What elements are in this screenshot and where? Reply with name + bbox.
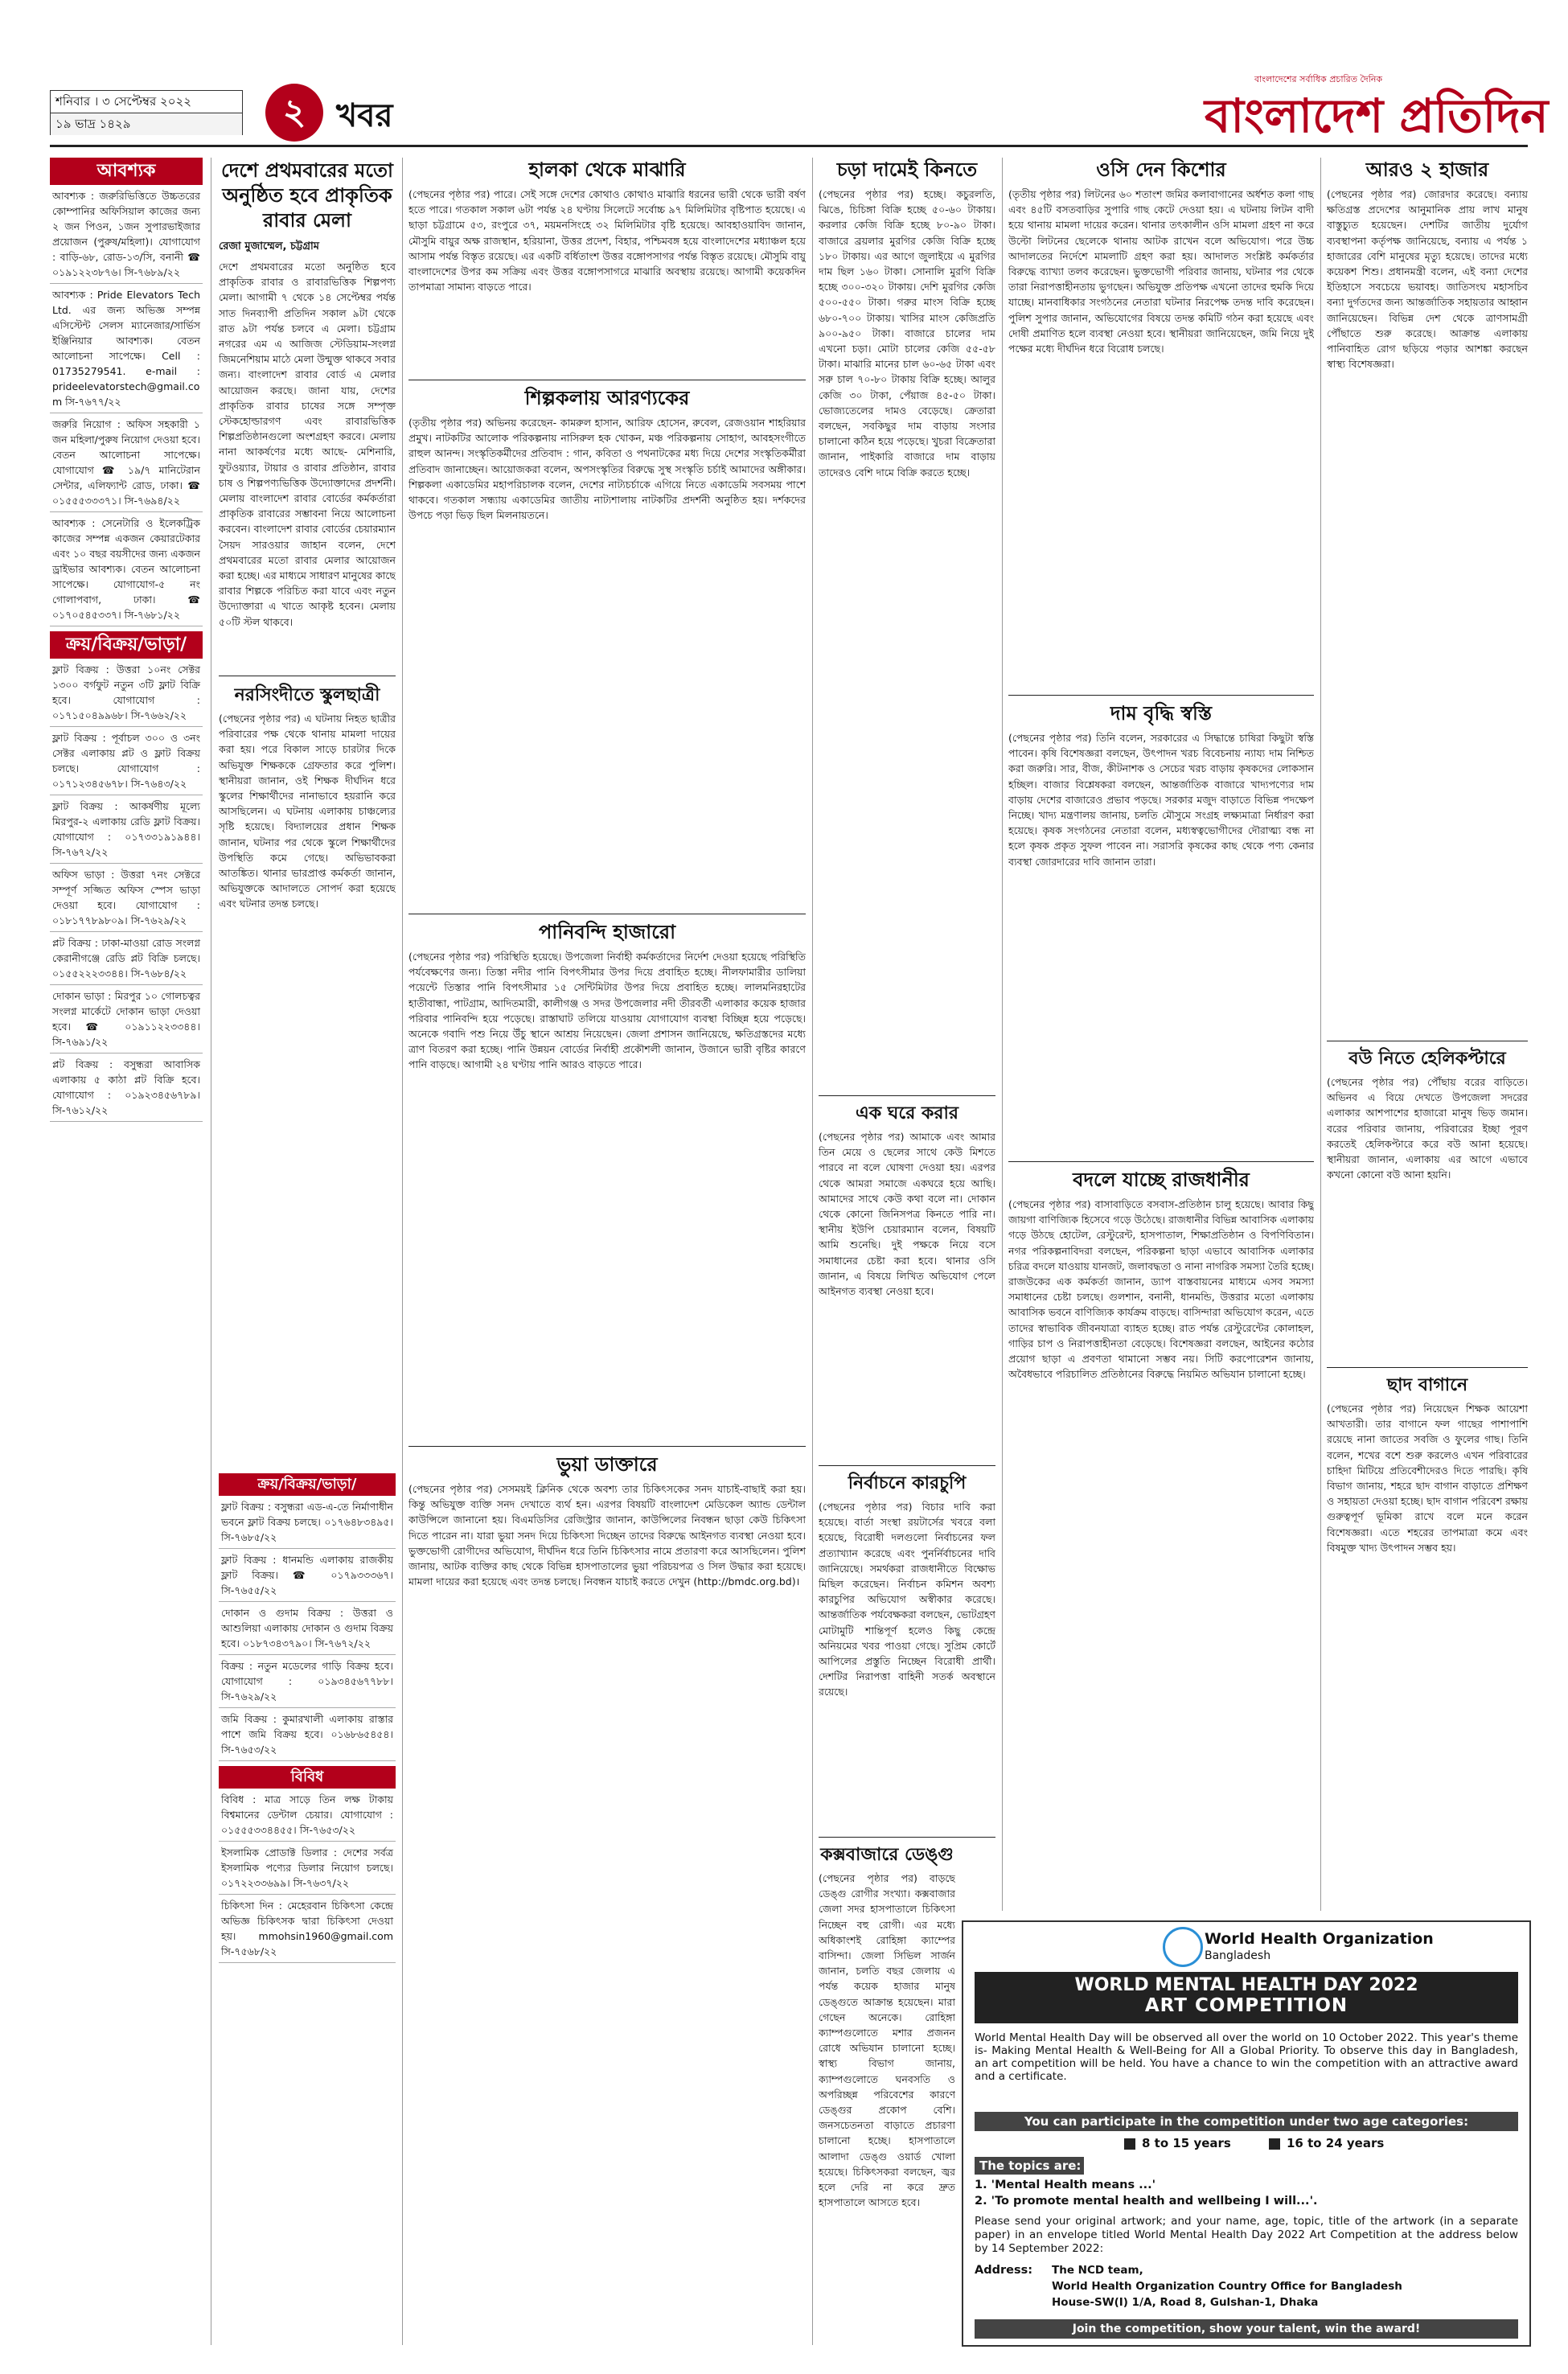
headline: শিল্পকলায় আরণ্যকের [524, 386, 690, 409]
ad-org-country: Bangladesh [1205, 1949, 1271, 1962]
classified-item: দোকান ভাড়া : মিরপুর ১০ গোলচত্বর সংলগ্ন মার্কেটে দোকান ভাড়া দেওয়া হবে। ☎ ০১৯১১২২৩৩৪৪। সি-৭৬৯১/২২ [50, 985, 203, 1054]
article-divider [819, 1465, 995, 1466]
article-oc-teen [1008, 158, 1314, 685]
article-market-price [819, 158, 995, 1039]
ad-address-label: Address: [975, 2264, 1033, 2277]
article-body: (পেছনের পৃষ্ঠার পর) নিয়েছেন শিক্ষক আয়েশা আখতারী। তার বাগানে ফল গাছের পাশাপাশি রয়েছে নানা জাতের সবজি ও ফুলের গাছ। তিনি বলেন, শখের বশে শুরু করলেও এখন পরিবারের চাহিদা মিটিয়ে প্রতিবেশীদেরও দিতে পারছি। কৃষি বিভাগ জানায়, শহরে ছাদ বাগান বাড়াতে প্রশিক্ষণ ও সহায়তা দেওয়া হচ্ছে। ছাদ বাগান পরিবেশ রক্ষায় গুরুত্বপূর্ণ ভূমিকা রাখে বলে মনে করেন বিশেষজ্ঞরা। এতে শহরের তাপমাত্রা কমে এবং বিষমুক্ত খাদ্য উৎপাদন সম্ভব হয়। [1327, 1403, 1528, 1554]
ad-footer: Join the competition, show your talent, win the award! [975, 2319, 1518, 2339]
classified-list [50, 659, 203, 1122]
date-box [50, 90, 243, 135]
article-divider [408, 1446, 806, 1447]
headline: চড়া দামেই কিনতে [836, 158, 978, 181]
classified-list [219, 1496, 396, 1761]
article-weather [408, 158, 806, 372]
headline: নরসিংদীতে স্কুলছাত্রী [234, 684, 380, 705]
article-narsingdi [219, 684, 396, 1483]
ad-instructions: Please send your original artwork; and your name, age, topic, title of the artwork (in a separate paper) in an envelope titled World Mental Health Day 2022 Art Competition at the address below by 14 September 2022: [975, 2215, 1518, 2255]
ad-org-name: World Health Organization [1205, 1930, 1434, 1948]
ad-topic-2: 2. 'To promote mental health and wellbeing I will...'. [975, 2195, 1318, 2208]
article-body: (তৃতীয় পৃষ্ঠার পর) লিটনের ৬০ শতাংশ জমির কলাবাগানের অর্ধশত কলা গাছ এবং ৪৫টি বসতবাড়ির সুপারি গাছ কেটে দেওয়া হয়। এ ঘটনায় লিটন বাদী হয়ে থানায় মামলা দায়ের করেন। থানার তৎকালীন ওসি মামলা গ্রহণ না করে উল্টো লিটনের ছেলেকে থানায় আটক রাখেন বলে অভিযোগ। পরে উচ্চ আদালতের নির্দেশে মামলাটি গ্রহণ করা হয়। আদালত সংশ্লিষ্ট কর্মকর্তার বিরুদ্ধে ব্যাখ্যা তলব করেছেন। ভুক্তভোগী পরিবার জানায়, ঘটনার পর থেকে তারা নিরাপত্তাহীনতায় ভুগছেন। অভিযুক্ত প্রতিপক্ষ এখনো তাদের হুমকি দিয়ে যাচ্ছে। মানবাধিকার সংগঠনের নেতারা ঘটনার নিরপেক্ষ তদন্ত দাবি করেছেন। পুলিশ সুপার জানান, অভিযোগের বিষয়ে তদন্ত কমিটি গঠন করা হয়েছে এবং দোষী প্রমাণিত হলে ব্যবস্থা নেওয়া হবে। স্থানীয়রা জানিয়েছেন, জমি নিয়ে দুই পক্ষের মধ্যে দীর্ঘদিন ধরে বিরোধ চলছে। [1008, 188, 1314, 355]
classified-item: বিবিধ : মাত্র সাড়ে তিন লক্ষ টাকায় বিশ্বমানের ডেন্টাল চেয়ার। যোগাযোগ : ০১৫৫৫৩৩৪৪৫৫। সি-৭৬৫৩/২২ [219, 1789, 396, 1842]
classified-item: প্লট বিক্রয় : ঢাকা-মাওয়া রোড সংলগ্ন কেরানীগঞ্জে রেডি প্লট বিক্রি চলছে। ০১৫৫২২২৩৩৪৪। সি-৭৬৮৪/২২ [50, 932, 203, 985]
headline: দেশে প্রথমবারের মতো অনুষ্ঠিত হবে প্রাকৃতিক রাবার মেলা [221, 158, 393, 232]
classified-column-2 [219, 1473, 396, 2345]
article-body: (পেছনের পৃষ্ঠার পর) এ ঘটনায় নিহত ছাত্রীর পরিবারের পক্ষ থেকে থানায় মামলা দায়ের করা হয়। পরে বিকাল সাড়ে চারটার দিকে অভিযুক্ত শিক্ষককে গ্রেফতার করে পুলিশ। স্থানীয়রা জানান, ওই শিক্ষক দীর্ঘদিন ধরে স্কুলের শিক্ষার্থীদের নানাভাবে হয়রানি করে আসছিলেন। এ ঘটনায় এলাকায় চাঞ্চল্যের সৃষ্টি হয়েছে। বিদ্যালয়ের প্রধান শিক্ষক জানান, ঘটনার পর থেকে স্কুলে শিক্ষার্থীদের উপস্থিতি কমে গেছে। অভিভাবকরা আতঙ্কিত। থানার ভারপ্রাপ্ত কর্মকর্তা জানান, অভিযুক্তকে আদালতে সোপর্দ করা হয়েছে এবং ঘটনার তদন্ত চলছে। [219, 713, 396, 910]
ad-banner [975, 1972, 1518, 2023]
article-roof-garden [1327, 1374, 1528, 1900]
article-body: (পেছনের পৃষ্ঠার পর) বিচার দাবি করা হয়েছে। বার্তা সংস্থা রয়টার্সের খবরে বলা হয়েছে, বিরোধী দলগুলো নির্বাচনের ফল প্রত্যাখ্যান করেছে এবং পুনর্নির্বাচনের দাবি জানিয়েছে। সমর্থকরা রাজধানীতে বিক্ষোভ মিছিল করেছেন। নির্বাচন কমিশন অবশ্য কারচুপির অভিযোগ অস্বীকার করেছে। আন্তর্জাতিক পর্যবেক্ষকরা বলছেন, ভোটগ্রহণ মোটামুটি শান্তিপূর্ণ হলেও কিছু কেন্দ্রে অনিয়মের খবর পাওয়া গেছে। সুপ্রিম কোর্টে আপিলের প্রস্তুতি নিচ্ছেন বিরোধী প্রার্থী। দেশটির নিরাপত্তা বাহিনী সতর্ক অবস্থানে রয়েছে। [819, 1501, 995, 1698]
article-helicopter [1327, 1047, 1528, 1364]
classified-item: ফ্লাট বিক্রয় : আকর্ষণীয় মূল্যে মিরপুর-২ এলাকায় রেডি ফ্লাট বিক্রয়। যোগাযোগ : ০১৭৩৩১৯১৯৪৪। সি-৭৬৭২/২২ [50, 795, 203, 864]
classified-item: ফ্লাট বিক্রয় : ধানমন্ডি এলাকায় রাজকীয় ফ্লাট বিক্রয়। ☎ ০১৭৯৩৩৩৬৭। সি-৭৬৫৫/২২ [219, 1549, 396, 1602]
classified-item: দোকান ও গুদাম বিক্রয় : উত্তরা ও আশুলিয়া এলাকায় দোকান ও গুদাম বিক্রয় হবে। ০১৮৭৩৪৩৭৯০। সি-৭৬৭২/২২ [219, 1602, 396, 1655]
ad-topics-heading: The topics are: [975, 2157, 1084, 2175]
checkbox-icon [1269, 2138, 1280, 2150]
article-body: দেশে প্রথমবারের মতো অনুষ্ঠিত হবে প্রাকৃতিক রাবার ও রাবারভিত্তিক শিল্পপণ্য মেলা। আগামী ৭ থেকে ১৪ সেপ্টেম্বর পর্যন্ত সাত দিনব্যাপী প্রতিদিন সকাল ৯টা থেকে রাত ৯টা পর্যন্ত চলবে এ মেলা। চট্টগ্রাম নগরের এম এ আজিজ স্টেডিয়াম-সংলগ্ন জিমনেশিয়াম মাঠে মেলা উন্মুক্ত থাকবে সবার জন্য। বাংলাদেশ রাবার বোর্ড এ মেলার আয়োজন করছে। জানা যায়, দেশের প্রাকৃতিক রাবার চাষের সঙ্গে সম্পৃক্ত স্টেকহোল্ডারগণ এবং রাবারভিত্তিক শিল্পপ্রতিষ্ঠানগুলো অংশগ্রহণ করবে। মেলায় নানা আকর্ষণের মধ্যে আছে- মেশিনারি, ফুটওয়্যার, টায়ার ও রাবার প্রতিষ্ঠান, রাবার চাষ ও শিল্পপণ্যভিত্তিক উদ্যোক্তাদের প্রদর্শনী। মেলায় বাংলাদেশ রাবার বোর্ডের কর্মকর্তারা প্রাকৃতিক রাবারের সম্ভাবনা নিয়ে আলোচনা করবেন। বাংলাদেশ রাবার বোর্ডের চেয়ারম্যান সৈয়দ সারওয়ার জাহান বলেন, দেশে প্রথমবারের মতো রাবার মেলার আয়োজন করা হচ্ছে। এর মাধ্যমে সাধারণ মানুষের কাছে রাবার শিল্পকে পরিচিত করা যাবে এবং নতুন উদ্যোক্তারা এ খাতে আকৃষ্ট হবেন। মেলায় ৫০টি স্টল থাকবে। [219, 261, 396, 628]
article-dengue [819, 1843, 955, 2337]
classified-heading: আবশ্যক [50, 158, 203, 185]
headline: পানিবন্দি হাজারো [538, 920, 676, 943]
article-price-rise [1008, 701, 1314, 1156]
classified-item: অফিস ভাড়া : উত্তরা ৭নং সেক্টরে সম্পূর্ণ সজ্জিত অফিস স্পেস ভাড়া দেওয়া হবে। যোগাযোগ : ০১৮১৭৭৮৯৮০৯। সি-৭৬২৯/২২ [50, 864, 203, 932]
classified-item: ফ্লাট বিক্রয় : পূর্বাচল ৩০০ ও ৩নং সেক্টর এলাকায় প্লট ও ফ্লাট বিক্রয় চলছে। যোগাযোগ : ০১৭১২৩৪৫৬৭৮। সি-৭৬৪৩/২২ [50, 727, 203, 795]
article-body: (পেছনের পৃষ্ঠার পর) আমাকে এবং আমার তিন মেয়ে ও ছেলের সাথে কেউ মিশতে পারবে না বলে ঘোষণা দেওয়া হয়। এরপর থেকে আমরা সমাজে একঘরে হয়ে আছি। আমাদের সাথে কেউ কথা বলে না। দোকান থেকে কোনো জিনিসপত্র কিনতে পারি না। স্থানীয় ইউপি চেয়ারম্যান বলেন, বিষয়টি আমি শুনেছি। দুই পক্ষকে নিয়ে বসে সমাধানের চেষ্টা করা হবে। থানার ওসি জানান, এ বিষয়ে লিখিত অভিযোগ পেলে আইনগত ব্যবস্থা নেওয়া হবে। [819, 1131, 995, 1298]
article-divider [1008, 1161, 1314, 1162]
article-body: (পেছনের পৃষ্ঠার পর) পরিস্থিতি হয়েছে। উপজেলা নির্বাহী কর্মকর্তাদের নির্দেশ দেওয়া হয়েছে পরিস্থিতি পর্যবেক্ষণের জন্য। তিস্তা নদীর পানি বিপৎসীমার উপর দিয়ে প্রবাহিত হচ্ছে। নীলফামারীর ডালিয়া পয়েন্টে তিস্তার পানি বিপৎসীমার ১৫ সেন্টিমিটার উপর দিয়ে প্রবাহিত হচ্ছে। লালমনিরহাটের হাতীবান্ধা, পাটগ্রাম, আদিতমারী, কালীগঞ্জ ও সদর উপজেলার নদী তীরবর্তী এলাকার কয়েক হাজার পরিবার পানিবন্দি হয়ে পড়েছে। রাস্তাঘাট তলিয়ে যাওয়ায় যোগাযোগ ব্যবস্থা বিচ্ছিন্ন হয়ে পড়েছে। অনেকে গবাদি পশু নিয়ে উঁচু স্থানে আশ্রয় নিয়েছেন। জেলা প্রশাসন জানিয়েছে, ক্ষতিগ্রস্তদের মধ্যে ত্রাণ বিতরণ করা হচ্ছে। পানি উন্নয়ন বোর্ডের নির্বাহী প্রকৌশলী জানান, উজানে ভারী বৃষ্টির কারণে পানি বাড়ছে। আগামী ২৪ ঘণ্টায় পানি আরও বাড়তে পারে। [408, 951, 806, 1071]
day-date: শনিবার । ৩ সেপ্টেম্বর ২০২২ [55, 94, 192, 109]
classified-item: আবশ্যক : সেনেটারি ও ইলেকট্রিক কাজের সম্পন্ন একজন কেয়ারটেকার এবং ১০ বছর বয়সীদের জন্য একজন ড্রাইভার আবশ্যক। বেতন আলোচনা সাপেক্ষে। যোগাযোগ-৫ নং গোলাপবাগ, ঢাকা। ☎ ০১৭০৫৪৫৩৩৭। সি-৭৬৮১/২২ [50, 512, 203, 626]
classified-heading: ক্রয়/বিক্রয়/ভাড়া/ [50, 631, 203, 659]
checkbox-icon [1124, 2138, 1135, 2150]
ad-banner-subtitle: ART COMPETITION [1144, 1995, 1348, 2016]
headline: আরও ২ হাজার [1365, 158, 1489, 181]
headline: কক্সবাজারে ডেঙ্গু [820, 1844, 954, 1865]
ad-banner-title: WORLD MENTAL HEALTH DAY 2022 [1074, 1975, 1418, 1995]
column-divider [1002, 158, 1003, 1911]
headline: বউ নিতে হেলিকপ্টারে [1348, 1048, 1506, 1069]
classified-column [50, 158, 203, 2345]
column-divider [812, 158, 813, 2345]
headline: ছাদ বাগানে [1386, 1374, 1468, 1395]
page-number: ২ [265, 84, 323, 142]
byline: রেজা মুজাম্মেল, চট্টগ্রাম [219, 240, 319, 253]
article-body: (পেছনের পৃষ্ঠার পর) পারে। সেই সঙ্গে দেশের কোথাও কোথাও মাঝারি ধরনের ভারী থেকে ভারী বর্ষণ হতে পারে। গতকাল সকাল ৬টা পর্যন্ত ২৪ ঘণ্টায় সিলেটে সর্বোচ্চ ৯৭ মিলিমিটার বৃষ্টিপাত হয়েছে। এ ছাড়া চট্টগ্রামে ৫৩, রংপুরে ৩৭, ময়মনসিংহে ৩২ মিলিমিটার বৃষ্টি হয়েছে। আবহাওয়াবিদ জানান, মৌসুমি বায়ুর অক্ষ রাজস্থান, হরিয়ানা, উত্তর প্রদেশ, বিহার, পশ্চিমবঙ্গ হয়ে বাংলাদেশের মধ্যাঞ্চল হয়ে আসাম পর্যন্ত বিস্তৃত রয়েছে। এর একটি বর্ধিতাংশ উত্তর বঙ্গোপসাগর পর্যন্ত বিস্তৃত রয়েছে। মৌসুমি বায়ু বাংলাদেশের উপর কম সক্রিয় এবং উত্তর বঙ্গোপসাগরে মাঝারি অবস্থায় রয়েছে। আগামী কয়েকদিন তাপমাত্রা সামান্য বাড়তে পারে। [408, 188, 806, 294]
headline: এক ঘরে করার [856, 1103, 958, 1123]
article-body: (পেছনের পৃষ্ঠার পর) জোরদার করেছে। বন্যায় ক্ষতিগ্রস্ত প্রদেশের আনুমানিক প্রায় লাখ মানুষ বাস্তুচ্যুত হয়েছেন। দেশটির জাতীয় দুর্যোগ ব্যবস্থাপনা কর্তৃপক্ষ জানিয়েছে, বন্যায় এ পর্যন্ত ১ হাজারের বেশি মানুষের মৃত্যু হয়েছে। তাদের মধ্যে কয়েকশ শিশু। প্রধানমন্ত্রী বলেন, এই বন্যা দেশের ইতিহাসে সবচেয়ে ভয়াবহ। জাতিসংঘ মহাসচিব বন্যা দুর্গতদের জন্য আন্তর্জাতিক সহায়তার আহ্বান জানিয়েছেন। বিভিন্ন দেশ থেকে ত্রাণসামগ্রী পৌঁছাতে শুরু করেছে। আক্রান্ত এলাকায় পানিবাহিত রোগ ছড়িয়ে পড়ার আশঙ্কা করছেন স্বাস্থ্য বিশেষজ্ঞরা। [1327, 188, 1528, 371]
article-capital-change [1008, 1168, 1314, 1904]
ad-address-line: House-SW(I) 1/A, Road 8, Gulshan-1, Dhaka [1052, 2296, 1319, 2309]
classified-item: জমি বিক্রয় : কুমারখালী এলাকায় রাস্তার পাশে জমি বিক্রয় হবে। ০১৬৮৬৫৪৫৪। সি-৭৬৫৩/২২ [219, 1708, 396, 1761]
article-divider [819, 1837, 995, 1838]
article-fake-doctor [408, 1452, 806, 2334]
section-title: খবর [336, 97, 393, 134]
who-emblem-icon [1163, 1927, 1203, 1967]
classified-list [50, 185, 203, 626]
article-body: (পেছনের পৃষ্ঠার পর) হচ্ছে। কচুরলতি, ঝিঙে, চিচিঙ্গা বিক্রি হচ্ছে ৫০-৬০ টাকায়। করলার কেজি বিক্রি হচ্ছে ৮০-৯০ টাকা। বাজারে ব্রয়লার মুরগির কেজি বিক্রি হচ্ছে ১৮০ টাকায়। এর আগে জুলাইয়ে এ মুরগির দাম ছিল ১৬০ টাকা। সোনালি মুরগি বিক্রি হচ্ছে ৩০০-৩২০ টাকায়। দেশি মুরগির কেজি ৫০০-৫৫০ টাকা। গরুর মাংস বিক্রি হচ্ছে ৬৮০-৭০০ টাকায়। খাসির মাংস কেজিপ্রতি ৯০০-৯৫০ টাকা। বাজারে চালের দাম এখনো চড়া। মোটা চালের কেজি ৫৫-৫৮ টাকা। মাঝারি মানের চাল ৬০-৬৫ টাকা এবং সরু চাল ৭০-৮০ টাকায় বিক্রি হচ্ছে। আলুর কেজি ৩০ টাকা, পেঁয়াজ ৪৫-৫০ টাকা। ভোজ্যতেলের দামও বেড়েছে। ক্রেতারা বলছেন, সবকিছুর দাম বাড়ায় সংসার চালানো কঠিন হয়ে পড়েছে। খুচরা বিক্রেতারা জানান, পাইকারি বাজারে দাম বাড়ায় তাদেরও বেশি দামে বিক্রি করতে হচ্ছে। [819, 188, 995, 478]
newspaper-logo: বাংলাদেশ প্রতিদিন [1205, 88, 1549, 143]
article-arts [408, 386, 806, 897]
newspaper-tagline: বাংলাদেশের সর্বাধিক প্রচারিত দৈনিক [1254, 74, 1383, 84]
article-divider [819, 1095, 995, 1096]
classified-item: প্লট বিক্রয় : বসুন্ধরা আবাসিক এলাকায় ৫ কাঠা প্লট বিক্রি হবে। যোগাযোগ : ০১৯২৩৪৫৬৭৮৯। সি-৭৬১২/২২ [50, 1054, 203, 1122]
ad-address-line: World Health Organization Country Office for Bangladesh [1052, 2280, 1402, 2293]
ad-address-line: The NCD team, [1052, 2264, 1143, 2277]
classified-item: ফ্লাট বিক্রয় : বসুন্ধরা এড-এ-তে নির্মাণাধীন ভবনে ফ্লাট বিক্রয় চলছে। ০১৭৬৪৮৩৪৯৫। সি-৭৬৮৫/২২ [219, 1496, 396, 1549]
classified-item: ফ্লাট বিক্রয় : উত্তরা ১০নং সেক্টর ১৩০০ বর্গফুট নতুন ৩টি ফ্লাট বিক্রি হবে। যোগাযোগ : ০১৭১৫০৪৯৯৬৮। সি-৭৬৬২/২২ [50, 659, 203, 727]
article-body: (পেছনের পৃষ্ঠার পর) পৌঁছায় বরের বাড়িতে। অভিনব এ বিয়ে দেখতে উপজেলা সদরের এলাকার আশপাশের হাজারো মানুষ ভিড় জমান। বরের পরিবার জানায়, পরিবারের ইচ্ছা পূরণ করতেই হেলিকপ্টারে করে বউ আনা হয়েছে। স্থানীয়রা জানান, এলাকায় এর আগে এভাবে কখনো কোনো বউ আনা হয়নি। [1327, 1076, 1528, 1181]
headline: ভুয়া ডাক্তারে [556, 1452, 658, 1476]
classified-item: ইসলামিক প্রোডাক্ট ডিলার : দেশের সর্বত্র ইসলামিক পণ্যের ডিলার নিয়োগ চলছে। ০১৭২২৩৩৬৯৯। সি-৭৬৩৭/২২ [219, 1842, 396, 1895]
column-divider [1320, 158, 1321, 1911]
classified-item: আবশ্যক : Pride Elevators Tech Ltd. এর জন্য অভিজ্ঞ সম্পন্ন এসিস্টেন্ট সেলস ম্যানেজার/সার্ভিস ইঞ্জিনিয়ার আবশ্যক। বেতন আলোচনা সাপেক্ষে। Cell : 01735279541. e-mail : prideelevatorstech@gmail.com সি-৭৬৭৭/২২ [50, 284, 203, 413]
article-election [819, 1472, 995, 1837]
article-divider [1327, 1367, 1528, 1368]
article-body: (পেছনের পৃষ্ঠার পর) বাসাবাড়িতে বসবাস-প্রতিষ্ঠান চালু হয়েছে। আবার কিছু জায়গা বাণিজ্যিক হিসেবে গড়ে উঠেছে। রাজধানীর বিভিন্ন আবাসিক এলাকায় গড়ে উঠছে হোটেল, রেস্টুরেন্ট, হাসপাতাল, শিক্ষাপ্রতিষ্ঠান ও বিপণিবিতান। নগর পরিকল্পনাবিদরা বলছেন, পরিকল্পনা ছাড়া এভাবে আবাসিক এলাকার চরিত্র বদলে যাওয়ায় যানজট, জলাবদ্ধতা ও নানা নাগরিক সমস্যা তৈরি হচ্ছে। রাজউকের এক কর্মকর্তা জানান, ড্যাপ বাস্তবায়নের মাধ্যমে এসব সমস্যা সমাধানের চেষ্টা চলছে। গুলশান, বনানী, ধানমন্ডি, উত্তরার মতো এলাকায় আবাসিক ভবনে বাণিজ্যিক কার্যক্রম বাড়ছে। বাসিন্দারা অভিযোগ করেন, এতে তাদের স্বাভাবিক জীবনযাত্রা ব্যাহত হচ্ছে। রাত পর্যন্ত রেস্টুরেন্টের কোলাহল, গাড়ির চাপ ও নিরাপত্তাহীনতা বেড়েছে। বিশেষজ্ঞরা বলছেন, আইনের কঠোর প্রয়োগ ছাড়া এ প্রবণতা থামানো সম্ভব নয়। সিটি করপোরেশন জানায়, অবৈধভাবে পরিচালিত প্রতিষ্ঠানের বিরুদ্ধে নিয়মিত অভিযান চালানো হচ্ছে। [1008, 1198, 1314, 1381]
headline: নির্বাচনে কারচুপি [848, 1472, 967, 1493]
headline: বদলে যাচ্ছে রাজধানীর [1073, 1168, 1250, 1191]
article-divider [1008, 695, 1314, 696]
headline: হালকা থেকে মাঝারি [528, 158, 686, 181]
ad-category-bar: You can participate in the competition under two age categories: [975, 2112, 1518, 2131]
classified-list [219, 1789, 396, 1963]
classified-item: আবশ্যক : জরুরিভিত্তিতে উচ্চতরের কোম্পানির অফিসিয়াল কাজের জন্য ২ জন পিওন, ১জন সুপারভাইজার প্রয়োজন (পুরুষ/মহিলা)। যোগাযোগ : বাড়ি-৬৮, রোড-১৩/সি, বনানী ☎ ০১৯১২২৩৮৭৬। সি-৭৬৮৯/২২ [50, 185, 203, 284]
headline: দাম বৃদ্ধি স্বস্তি [1110, 701, 1213, 725]
masthead-rule [50, 145, 1528, 147]
ad-topic-1: 1. 'Mental Health means ...' [975, 2179, 1156, 2191]
article-outcast [819, 1102, 995, 1467]
ad-category-2: 16 to 24 years [1269, 2134, 1384, 2152]
article-body: (পেছনের পৃষ্ঠার পর) তিনি বলেন, সরকারের এ সিদ্ধান্তে চাষিরা কিছুটা স্বস্তি পাবেন। কৃষি বিশেষজ্ঞরা বলছেন, উৎপাদন খরচ বিবেচনায় ন্যায্য দাম নিশ্চিত করা জরুরি। সার, বীজ, কীটনাশক ও সেচের খরচ বাড়ায় কৃষকদের লোকসান হচ্ছিল। বাজার বিশ্লেষকরা বলছেন, আন্তর্জাতিক বাজারে খাদ্যপণ্যের দাম বাড়ায় দেশের বাজারেও প্রভাব পড়ছে। সরকার মজুদ বাড়াতে বিভিন্ন পদক্ষেপ নিচ্ছে। খাদ্য মন্ত্রণালয় জানায়, চলতি মৌসুমে সংগ্রহ লক্ষ্যমাত্রা নির্ধারণ করা হয়েছে। কৃষক সংগঠনের নেতারা বলেন, মধ্যস্বত্বভোগীদের দৌরাত্ম্য বন্ধ না হলে কৃষক প্রকৃত সুফল পাবেন না। সরাসরি কৃষকের কাছ থেকে পণ্য কেনার ব্যবস্থা জোরদারের দাবি জানান তারা। [1008, 732, 1314, 868]
article-body: (তৃতীয় পৃষ্ঠার পর) অভিনয় করেছেন- কামরুল হাসান, আরিফ হোসেন, রুবেল, রেজওয়ান শাহরিয়ার প্রমুখ। নাটকটির আলোক পরিকল্পনায় নাসিরুল হক খোকন, মঞ্চ পরিকল্পনায় সোহাগ, আবহসংগীতে রাহুল আনন্দ। সংস্কৃতিকর্মীদের প্রতিবাদ : গান, কবিতা ও পথনাটকের মধ্য দিয়ে দেশের সংস্কৃতিকর্মীরা প্রতিবাদ জানাচ্ছেন। আয়োজকরা বলেন, অপসংস্কৃতির বিরুদ্ধে সুস্থ সংস্কৃতি চর্চাই আমাদের অঙ্গীকার। শিল্পকলা একাডেমির মহাপরিচালক বলেন, দেশের নাট্যচর্চাকে এগিয়ে নিতে একাডেমি সবসময় পাশে থাকবে। গতকাল সন্ধ্যায় একাডেমির জাতীয় নাট্যশালায় নাটকটির প্রদর্শনী অনুষ্ঠিত হয়। দর্শকদের উপচে পড়া ভিড় ছিল মিলনায়তনে। [408, 417, 806, 522]
headline: ওসি দেন কিশোর [1096, 158, 1226, 181]
bibidh-heading: বিবিধ [219, 1766, 396, 1789]
classified-heading: ক্রয়/বিক্রয়/ভাড়া/ [219, 1473, 396, 1496]
article-body: (পেছনের পৃষ্ঠার পর) সেসময়ই ক্লিনিক থেকে অবশ্য তার চিকিৎসকের সনদ যাচাই-বাছাই করা হয়। কিন্তু অভিযুক্ত ব্যক্তি সনদ দেখাতে ব্যর্থ হন। এরপর বিষয়টি বাংলাদেশ মেডিকেল অ্যান্ড ডেন্টাল কাউন্সিলে জানানো হয়। বিএমডিসির রেজিস্ট্রার জানান, কাউন্সিলের নিবন্ধন ছাড়া কেউ চিকিৎসা দিতে পারেন না। যারা ভুয়া সনদ দিয়ে চিকিৎসা দিচ্ছেন তাদের বিরুদ্ধে আইনগত ব্যবস্থা নেওয়া হবে। ভুক্তভোগী রোগীদের অভিযোগ, দীর্ঘদিন ধরে তিনি চিকিৎসার নামে প্রতারণা করে আসছিলেন। পুলিশ জানায়, আটক ব্যক্তির কাছ থেকে বিভিন্ন হাসপাতালের ভুয়া পরিচয়পত্র ও সিল উদ্ধার করা হয়েছে। মামলা দায়ের করা হয়েছে এবং তদন্ত চলছে। নিবন্ধন যাচাই করতে দেখুন (http://bmdc.org.bd)। [408, 1483, 806, 1588]
article-flood [408, 920, 806, 1440]
ad-category-1: 8 to 15 years [1124, 2134, 1231, 2152]
ad-intro: World Mental Health Day will be observed all over the world on 10 October 2022. This year's theme is- Making Mental Health & Well-Being for All a Global Priority. To observe this day in Bangladesh, an art competition will be held. You have a chance to win the competition with an attractive award and a certificate. [975, 2031, 1518, 2083]
who-advertisement [962, 1920, 1531, 2347]
article-body: (পেছনের পৃষ্ঠার পর) বাড়ছে ডেঙ্গু রোগীর সংখ্যা। কক্সবাজার জেলা সদর হাসপাতালে চিকিৎসা নিচ্ছেন বহু রোগী। এর মধ্যে অধিকাংশই রোহিঙ্গা ক্যাম্পের বাসিন্দা। জেলা সিভিল সার্জন জানান, চলতি বছর জেলায় এ পর্যন্ত কয়েক হাজার মানুষ ডেঙ্গুতে আক্রান্ত হয়েছেন। মারা গেছেন অনেকে। রোহিঙ্গা ক্যাম্পগুলোতে মশার প্রজনন রোধে অভিযান চালানো হচ্ছে। স্বাস্থ্য বিভাগ জানায়, ক্যাম্পগুলোতে ঘনবসতি ও অপরিচ্ছন্ন পরিবেশের কারণে ডেঙ্গুর প্রকোপ বেশি। জনসচেতনতা বাড়াতে প্রচারণা চালানো হচ্ছে। হাসপাতালে আলাদা ডেঙ্গু ওয়ার্ড খোলা হয়েছে। চিকিৎসকরা বলছেন, জ্বর হলে দেরি না করে দ্রুত হাসপাতালে আসতে হবে। [819, 1872, 955, 2209]
column-divider [402, 158, 403, 2345]
bangla-date: ১৯ ভাদ্র ১৪২৯ [51, 113, 242, 135]
classified-item: বিক্রয় : নতুন মডেলের গাড়ি বিক্রয় হবে। যোগাযোগ : ০১৯৩৪৫৬৭৭৮৮। সি-৭৬২৯/২২ [219, 1655, 396, 1708]
classified-item: চিকিৎসা দিন : মেহেরবান চিকিৎসা কেন্দ্রে অভিজ্ঞ চিকিৎসক দ্বারা চিকিৎসা দেওয়া হয়। mmohsin1960@gmail.com সি-৭৫৬৮/২২ [219, 1895, 396, 1963]
article-rubber-fair [219, 158, 396, 661]
article-pakistan-flood [1327, 158, 1528, 1031]
classified-item: জরুরি নিয়োগ : অফিস সহকারী ১ জন মহিলা/পুরুষ নিয়োগ দেওয়া হবে। বেতন আলোচনা সাপেক্ষে। যোগাযোগ ☎ ১৯/৭ মানিটেরান সেন্টার, এলিফ্যান্ট রোড, ঢাকা। ☎ ০১৫৫৫৩৩৩৭১। সি-৭৬৯৪/২২ [50, 413, 203, 512]
